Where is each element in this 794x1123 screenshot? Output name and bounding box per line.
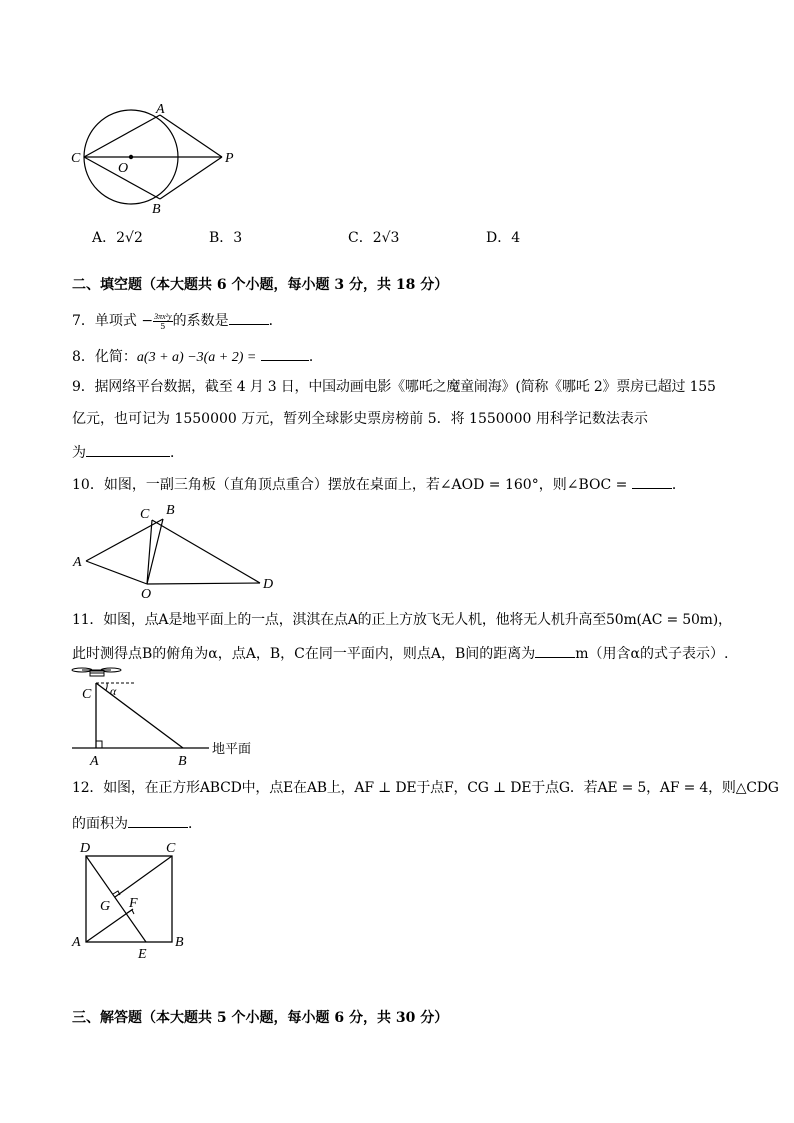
- q7-answer-blank[interactable]: [229, 310, 269, 325]
- q12-suffix: ．: [188, 816, 202, 832]
- q12-line2-text: 的面积为: [72, 816, 128, 832]
- option-d: [486, 229, 520, 247]
- option-a: [92, 229, 143, 247]
- q11-answer-blank[interactable]: [535, 643, 575, 658]
- label-O: O: [118, 161, 129, 176]
- q12-answer-blank[interactable]: [128, 813, 188, 828]
- question-7: 7．单项式 − $\frac{\text{3πx²y}}{5}$ 的系数是 ．: [72, 311, 283, 331]
- option-letter: C．: [348, 230, 373, 246]
- label-O: O: [141, 587, 152, 600]
- q8-answer-blank[interactable]: [261, 346, 309, 361]
- q8-suffix: ．: [308, 349, 323, 365]
- figure-q6-circle-tangents: [60, 100, 260, 215]
- question-9-line2: 亿元，也可记为 1550000 万元，暂列全球影史票房榜前 5．将 1550000 用科学记数法表示: [72, 411, 648, 427]
- label-F: F: [129, 896, 138, 911]
- section2-heading: 二、填空题（本大题共 6 个小题，每小题 3 分，共 18 分）: [72, 277, 449, 293]
- figure-q10-set-squares: [68, 500, 288, 600]
- label-B: B: [166, 503, 175, 518]
- label-P: P: [225, 151, 234, 166]
- q9-answer-blank[interactable]: [86, 442, 170, 457]
- drone-icon: [72, 668, 121, 676]
- q7-denominator: 5: [160, 321, 166, 331]
- option-value: 4: [511, 230, 521, 246]
- label-C: C: [140, 507, 150, 522]
- question-12-line1: 12．如图，在正方形ABCD中，点E在AB上，AF ⊥ DE于点F，CG ⊥ DE于点G．若AE = 5，AF = 4，则△CDG: [72, 780, 779, 796]
- q7-prefix: 7．单项式 −: [72, 313, 154, 329]
- label-ground: 地平面: [212, 742, 252, 757]
- option-b: [209, 229, 242, 247]
- question-11-line1: 11．如图，点A是地平面上的一点，淇淇在点A的正上方放飞无人机，他将无人机升高至50m(AC = 50m)，: [72, 612, 732, 628]
- q7-fraction: [153, 312, 173, 331]
- label-G: G: [100, 899, 111, 914]
- label-A: A: [90, 754, 99, 767]
- label-A: A: [72, 935, 81, 950]
- label-D: D: [80, 841, 91, 856]
- label-C: C: [82, 687, 92, 702]
- q11-line2-text: 此时测得点B的俯角为α，点A，B，C在同一平面内，则点A，B间的距离为: [72, 646, 536, 662]
- option-value: 2√3: [372, 230, 400, 246]
- q10-suffix: ．: [671, 477, 686, 493]
- q11-line2-suffix: m（用含α的式子表示）.: [575, 646, 729, 662]
- label-B: B: [175, 935, 184, 950]
- q7-suffix: 的系数是: [172, 313, 229, 329]
- option-c: [348, 229, 399, 247]
- q9-line3-text: 为: [72, 445, 86, 461]
- question-9-line1: 9．据网络平台数据，截至 4 月 3 日，中国动画电影《哪吒之魔童闹海》(简称《哪吒 2》票房已超过 155: [72, 379, 716, 395]
- figure-q12-square: [66, 836, 196, 964]
- q7-numerator: 3πx²y: [154, 311, 172, 321]
- label-B: B: [152, 202, 161, 215]
- label-D: D: [263, 577, 274, 592]
- option-value: 3: [233, 230, 243, 246]
- option-letter: D．: [486, 230, 512, 246]
- figure-q11-drone: [66, 665, 276, 767]
- q8-prefix: 8．化简：: [72, 349, 137, 365]
- option-letter: B．: [209, 230, 234, 246]
- question-12-line2: [72, 813, 202, 833]
- label-C: C: [166, 841, 176, 856]
- question-10: [72, 474, 686, 494]
- q8-expression: a(3 + a) −3(a + 2) =: [136, 350, 257, 365]
- label-alpha: α: [110, 684, 117, 698]
- label-A: A: [73, 555, 82, 570]
- section3-heading: 三、解答题（本大题共 5 个小题，每小题 6 分，共 30 分）: [72, 1010, 449, 1026]
- option-letter: A．: [92, 230, 117, 246]
- q10-answer-blank[interactable]: [632, 474, 672, 489]
- question-9-line3: 为 ．: [72, 442, 184, 462]
- question-11-line2: [72, 643, 728, 663]
- label-A: A: [156, 102, 165, 117]
- label-C: C: [71, 151, 81, 166]
- label-B: B: [178, 754, 187, 767]
- option-value: 2√2: [116, 230, 143, 246]
- label-E: E: [138, 947, 147, 962]
- question-8: [72, 346, 323, 367]
- q10-text: 10．如图，一副三角板（直角顶点重合）摆放在桌面上，若∠AOD = 160°，则∠BOC =: [72, 477, 628, 493]
